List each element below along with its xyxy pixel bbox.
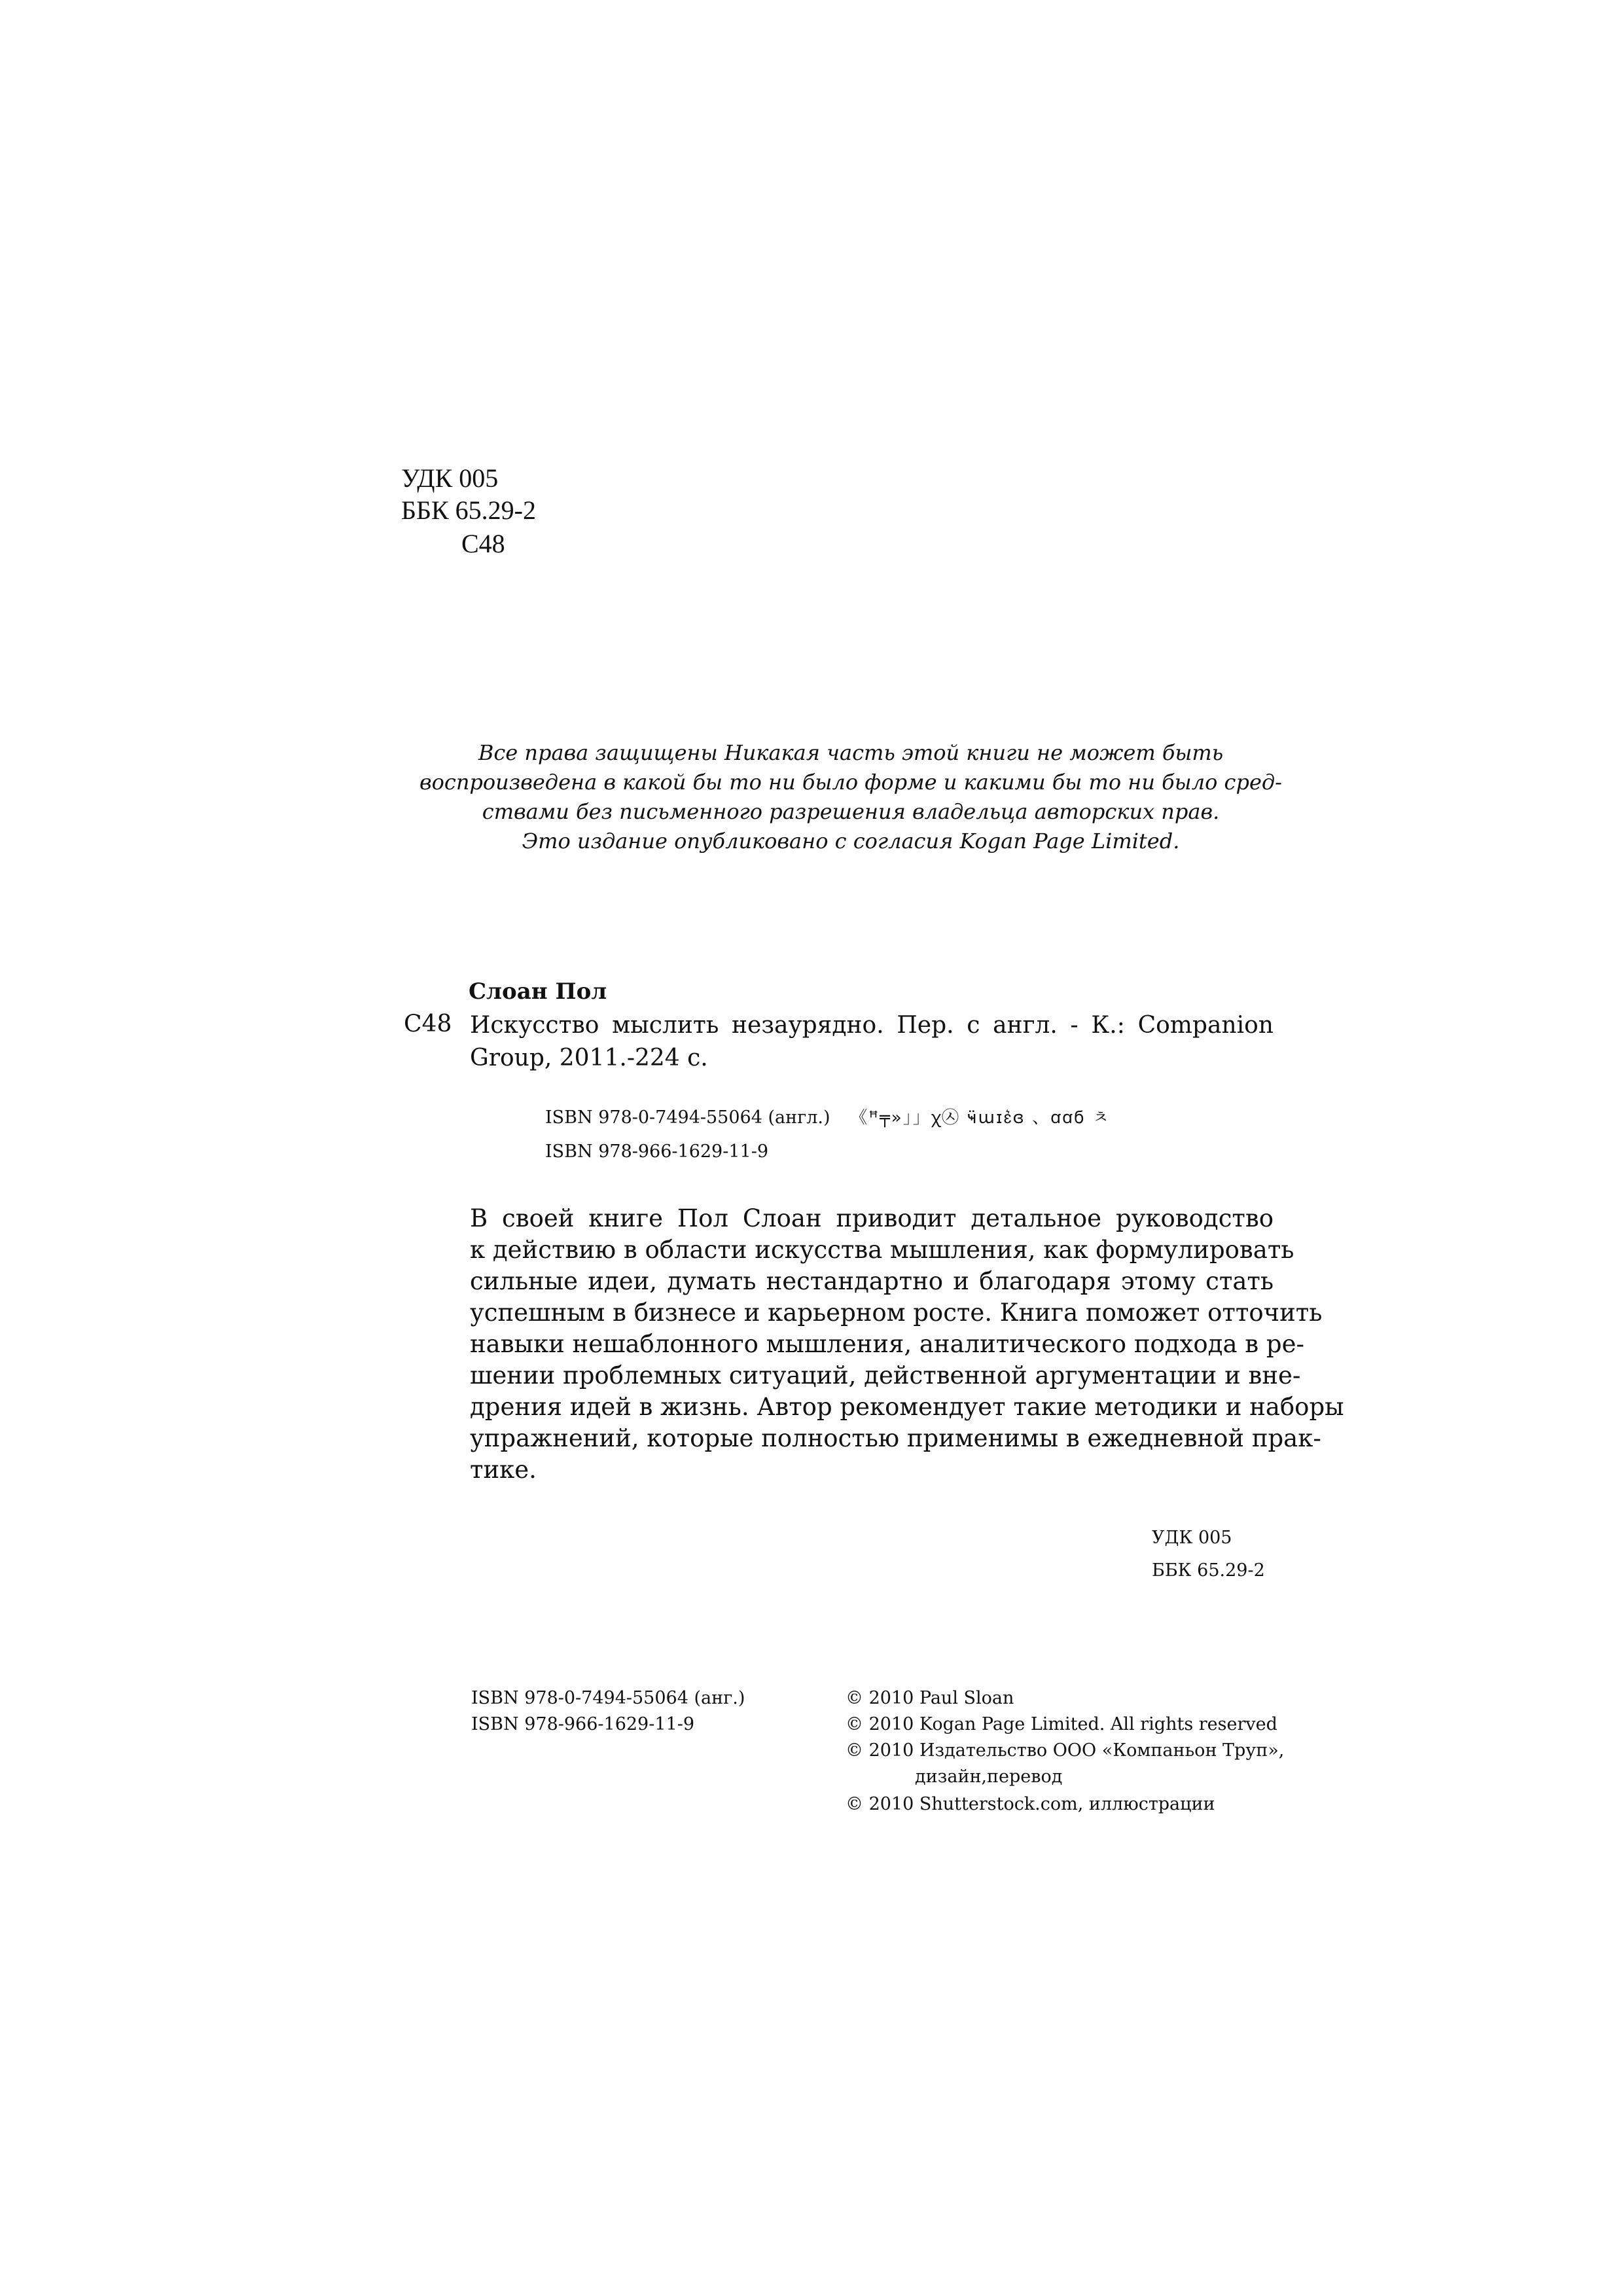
author-name: Слоан Пол xyxy=(469,978,607,1005)
annotation-line: шении проблемных ситуаций, действенной аргументации и вне- xyxy=(470,1361,1301,1390)
annotation-line: В своей книге Пол Слоан приводит детальное руководство xyxy=(470,1204,1274,1232)
annotation-line: сильные идеи, думать нестандартно и благодаря этому стать xyxy=(470,1267,1274,1295)
copyright-line: © 2010 Paul Sloan xyxy=(846,1688,1014,1708)
udk-code: УДК 005 xyxy=(401,463,499,493)
copyright-line: © 2010 Shutterstock.com, иллюстрации xyxy=(846,1794,1215,1814)
footer-isbn-1: ISBN 978-0-7494-55064 (анг.) xyxy=(471,1688,745,1708)
entry-isbn-1 xyxy=(545,1108,1110,1128)
annotation-line: тике. xyxy=(470,1456,537,1484)
annotation-line: навыки нешаблонного мышления, аналитического подхода в ре- xyxy=(470,1330,1304,1358)
entry-title xyxy=(470,1009,1274,1075)
copyright-line: дизайн,перевод xyxy=(915,1767,1063,1787)
rights-notice xyxy=(406,738,1296,856)
copyright-line: © 2010 Издательство ООО «Компаньон Труп», xyxy=(846,1740,1285,1761)
annotation-line: дрения идей в жизнь. Автор рекомендует такие методики и наборы xyxy=(470,1393,1344,1421)
isbn-text: ISBN 978-0-7494-55064 (англ.) xyxy=(545,1107,830,1128)
annotation-line: упражнений, которые полностью применимы в ежедневной прак- xyxy=(470,1424,1321,1452)
entry-title-line: Искусство мыслить незаурядно. Пер. с англ. - К.: Companion xyxy=(470,1012,1274,1039)
copyright-line: © 2010 Kogan Page Limited. All rights reserved xyxy=(846,1714,1277,1734)
rights-line: ствами без письменного разрешения владельца авторских прав. xyxy=(482,799,1220,824)
entry-title-line: Group, 2011.-224 с. xyxy=(470,1045,708,1071)
rights-line: Все права защищены Никакая часть этой книги не может быть xyxy=(478,740,1224,765)
rights-line: Это издание опубликовано с согласия Kogan Page Limited. xyxy=(522,829,1180,853)
right-bbk-code: ББК 65.29-2 xyxy=(1152,1560,1265,1581)
bbk-code: ББК 65.29-2 xyxy=(401,495,536,525)
annotation-line: успешным в бизнесе и карьерном росте. Книга поможет отточить xyxy=(470,1299,1323,1327)
annotation xyxy=(470,1203,1344,1486)
rights-line: воспроизведена в какой бы то ни было форме и какими бы то ни было сред- xyxy=(419,770,1282,795)
author-mark: С48 xyxy=(461,529,505,558)
right-udk-code: УДК 005 xyxy=(1152,1528,1232,1548)
footer-isbn-2: ISBN 978-966-1629-11-9 xyxy=(471,1714,695,1734)
entry-author-mark: С48 xyxy=(404,1011,452,1037)
entry-isbn-2: ISBN 978-966-1629-11-9 xyxy=(545,1141,769,1162)
garbled-glyphs: 《ꟸ╤»」」ꭓ㉦ ҹ̈աɪɛ͛ɞ 、ꭤꭤϭ ㅊ xyxy=(850,1108,1111,1128)
annotation-line: к действию в области искусства мышления, как формулировать xyxy=(470,1236,1294,1264)
